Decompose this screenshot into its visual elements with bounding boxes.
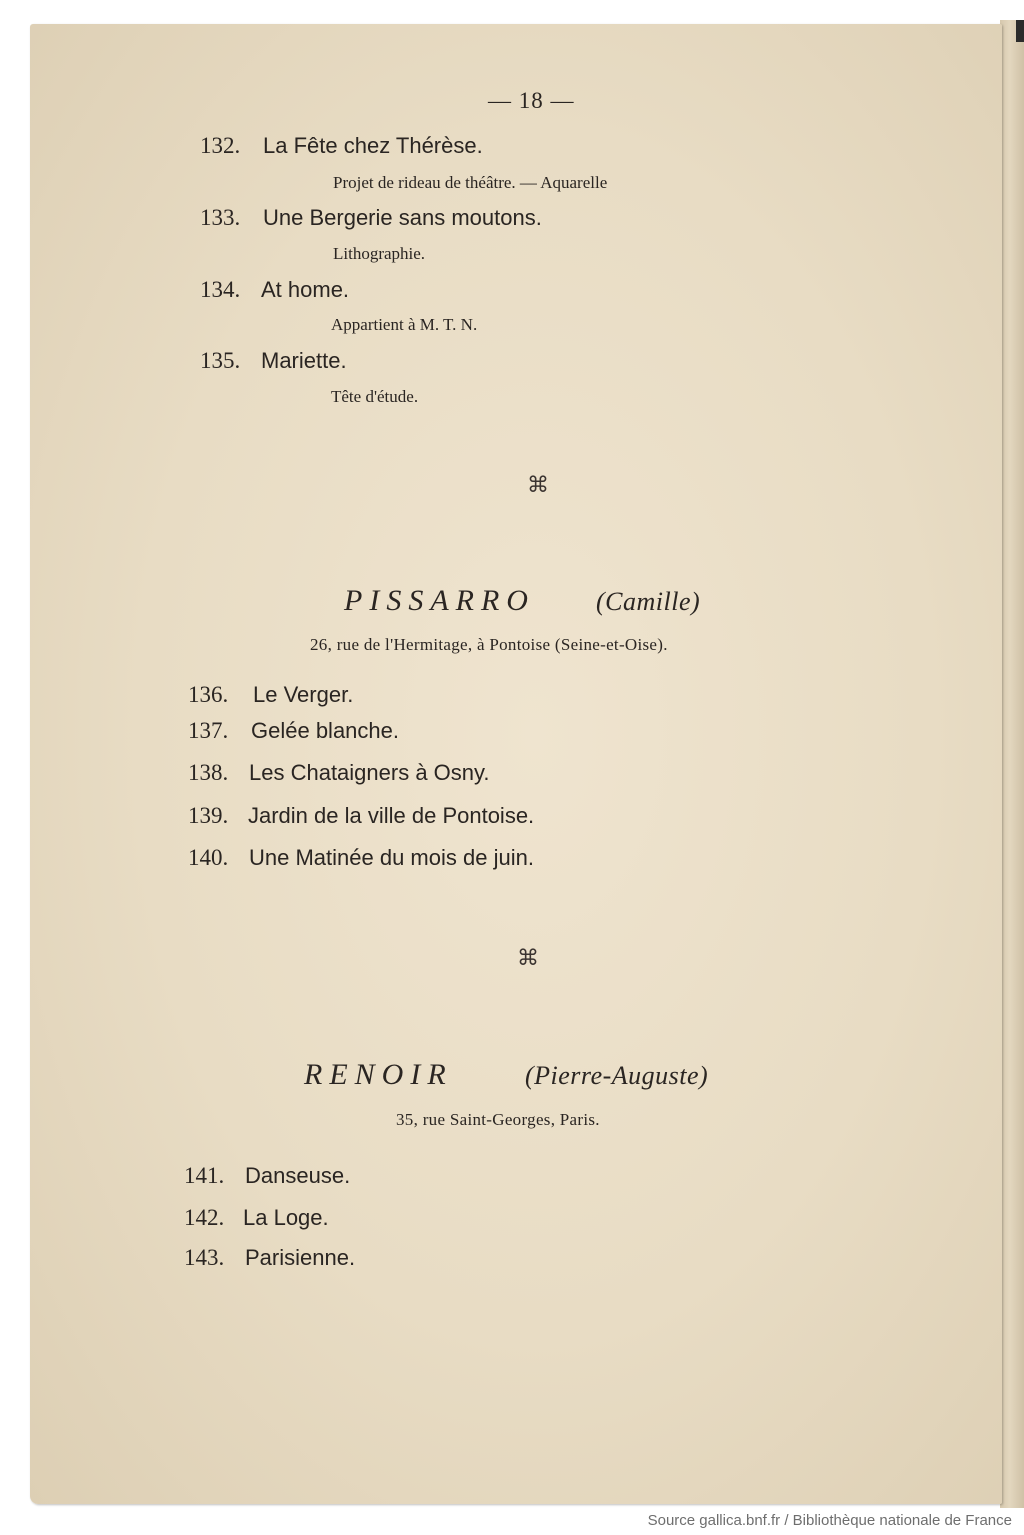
entry-title: Gelée blanche. <box>251 718 399 743</box>
artist-name: PISSARRO <box>344 584 535 617</box>
artist-address: 35, rue Saint-Georges, Paris. <box>396 1110 600 1129</box>
entry-number: 143. <box>184 1245 225 1270</box>
entry-title: Danseuse. <box>245 1163 351 1188</box>
entry-number: 132. <box>200 133 241 158</box>
artist-address: 26, rue de l'Hermitage, à Pontoise (Seine-et-Oise). <box>310 635 668 654</box>
ornament: ⌘ <box>527 472 549 497</box>
source-credit: Source gallica.bnf.fr / Bibliothèque nationale de France <box>647 1512 1012 1529</box>
entry-number: 142. <box>184 1205 225 1230</box>
entry-title: Une Bergerie sans moutons. <box>263 205 542 230</box>
entry-number: 140. <box>188 845 229 870</box>
entry-note: Appartient à M. T. N. <box>331 315 478 334</box>
entry-title: La Loge. <box>243 1205 329 1230</box>
page-edge-right <box>1000 20 1024 1508</box>
entry-title: Parisienne. <box>245 1245 356 1270</box>
ornament: ⌘ <box>517 945 539 970</box>
entry-number: 135. <box>200 348 241 373</box>
page-number: — 18 — <box>488 88 575 113</box>
entry-number: 139. <box>188 803 229 828</box>
entry-number: 136. <box>188 682 229 707</box>
entry-number: 137. <box>188 718 229 743</box>
artist-first-name: (Camille) <box>596 587 701 616</box>
entry-number: 141. <box>184 1163 225 1188</box>
entry-title: Une Matinée du mois de juin. <box>249 845 534 870</box>
entry-title: Les Chataigners à Osny. <box>249 760 490 785</box>
artist-first-name: (Pierre-Auguste) <box>525 1061 709 1090</box>
catalogue-page <box>30 24 1002 1504</box>
entry-title: Mariette. <box>261 348 347 373</box>
entry-number: 133. <box>200 205 241 230</box>
artist-name: RENOIR <box>304 1058 453 1091</box>
entry-number: 134. <box>200 277 241 302</box>
entry-title: At home. <box>261 277 350 302</box>
entry-title: La Fête chez Thérèse. <box>263 133 483 158</box>
entry-number: 138. <box>188 760 229 785</box>
entry-note: Tête d'étude. <box>331 387 419 406</box>
entry-note: Projet de rideau de théâtre. — Aquarelle <box>333 173 608 192</box>
entry-title: Le Verger. <box>253 682 354 707</box>
entry-note: Lithographie. <box>333 244 426 263</box>
entry-title: Jardin de la ville de Pontoise. <box>248 803 535 828</box>
